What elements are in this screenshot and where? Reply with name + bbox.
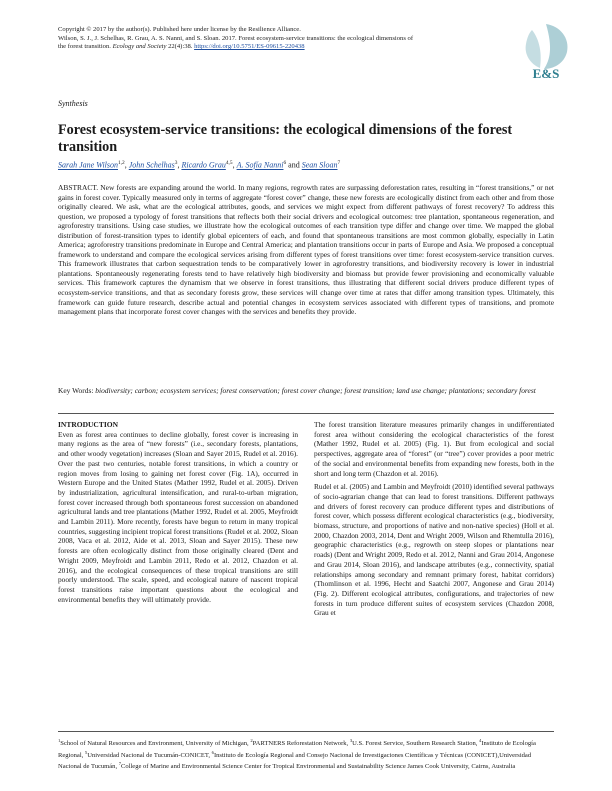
affiliation: Universidad Nacional de Tucumán-CONICET, (87, 751, 212, 759)
journal-logo (520, 20, 572, 82)
keywords (58, 386, 554, 396)
author-link[interactable]: A. Sofía Nanni (236, 160, 284, 170)
section-label: Synthesis (58, 99, 88, 108)
affiliation: U.S. Forest Service, Southern Research Station, (352, 740, 480, 748)
author-list: Sarah Jane Wilson$^{1,2}$, John Schelhas$^3$, Ricardo Grau$^{4,5}$, A. Sofía Nanni$^6$ and Sean Sloan$^7$ (58, 160, 341, 170)
keywords-label: Key Words: (58, 386, 94, 395)
citation-line: Wilson, S. J., J. Schelhas, R. Grau, A. S. Nanni, and S. Sloan. 2017. Forest ecosystem-service transitions: the ecological dimensions of (58, 34, 414, 42)
citation-title-end: the forest transition. (58, 43, 111, 51)
body-paragraph: Even as forest area continues to decline globally, forest cover is increasing in many regions as the area of “new forests” (i.e., secondary forests, plantations, and other woody vegetation) increases (Sloan and Sayer 2015, Rudel et al. 2016). Over the past two centuries, notable forest transitions, in which a country or region moves from losing to gaining net forest cover (Fig. 1A), occurred in Western Europe and the United States (Mather 1992, Rudel et al. 2005). Driven by industrialization, agricultural intensification, and rural-to-urban migration, forest cover increased through both spontaneous forest succession on abandoned agricultural lands and tree plantations (Mather 1992, Rudel et al. 2005, Meyfroidt and Lambin 2011). More recently, forests have begun to return in many tropical countries, suggesting incipient tropical forest transitions (Rudel et al. 2002, Sloan 2008, Vaca et al. 2012, Aide et al. 2013, Sloan and Sayer 2015). These new forests are often ecologically distinct from those originally cleared (Dent and Wright 2009, Meyfroidt and Lambin 2011, Redo et al. 2012, Chazdon et al. 2016), and the ecological consequences of these tropical transitions are still poorly understood. The scale, speed, and ecological nature of nascent tropical forest transitions raise important questions about the ecological and environmental benefits they will ultimately provide. (58, 429, 298, 604)
copyright-line: Copyright © 2017 by the author(s). Published here under license by the Resilience Alliance. (58, 26, 301, 33)
footnote-divider (58, 731, 554, 732)
affiliation: School of Natural Resources and Environment, University of Michigan, (60, 740, 251, 748)
citation-header (58, 26, 548, 52)
logo-text: E&S (532, 66, 560, 81)
affiliation: PARTNERS Reforestation Network, (252, 740, 350, 748)
body-paragraph: The forest transition literature measures primarily changes in undifferentiated forest area without considering the ecological characteristics of the forest (Mather 1992, Rudel et al. 2005) (Fig. 1). But from ecological and social perspectives, aggregate area of “forest” (or “tree”) cover provides a poor metric of the social and environmental benefits from expanding new forests, both in the short and long term (Chazdon et al. 2016). (314, 420, 554, 478)
author-affiliation: 1,2 (118, 160, 125, 166)
journal-volume: 22(4):38. (168, 43, 193, 51)
author-affiliation: 3 (174, 160, 178, 166)
keywords-list: biodiversity; carbon; ecosystem services; forest conservation; forest cover change; forest transition; land use change; plantations; secondary forest (95, 386, 536, 395)
abstract: ABSTRACT. New forests are expanding around the world. In many regions, regrowth rates are surpassing deforestation rates, resulting in “forest transitions,” or net gains in forest cover. Typically measured only in terms of aggregate “forest cover” change, these new forests are ecologically distinct from each other and from those originally cleared. We ask, what are the ecological attributes, goods, and services we might expect from different pathways of forest recovery? To address this question, we proposed a typology of forest transitions that reflects both their social drivers and ecological outcomes: tree plantation, spontaneous regeneration, and agroforestry transitions. Using case studies, we illustrate how the ecological outcomes of each transition type differ and change over time. We mapped the global distribution of forest-transition types to identify global epicenters of each, and found that spontaneous transitions are most common globally, especially in Latin America; agroforestry transitions predominate in Europe and Central America; and plantation transitions occur in parts of Europe and Asia. We proposed a conceptual framework to understand and compare the ecological services arising from different types of forest transitions over time: forest ecosystem-service transition curves. This framework illustrates that carbon sequestration tends to be comparatively lower in agroforestry transitions, and biodiversity recovery is lower in industrial plantations. Spontaneously regenerating forests tend to have relatively high biodiversity and biomass but provide fewer provisioning and economically valuable services. This framework captures the dynamism that we observe in forest transitions, thus illustrating that different social drivers produce different types of ecosystem-service transitions, and that as secondary forests grow, these services will change over time at rates that differ among transition types. Ultimately, this framework can guide future research, describe actual and potential changes in ecosystem services associated with different types of transitions, and promote management plans that incorporate forest cover changes with the services and benefits they provide. (58, 183, 554, 317)
author-link[interactable]: Ricardo Grau (181, 160, 226, 170)
body-column-left (58, 420, 298, 608)
doi-link[interactable]: https://doi.org/10.5751/ES-09615-220438 (194, 43, 305, 51)
journal-name: Ecology and Society (112, 43, 167, 51)
author-affiliation: 4,5 (225, 160, 233, 166)
author-link[interactable]: John Schelhas (128, 160, 175, 170)
author-affiliation: 6 (283, 160, 287, 166)
citation-line-2 (58, 43, 548, 52)
body-paragraph: Rudel et al. (2005) and Lambin and Meyfroidt (2010) identified several pathways of socio-agrarian change that can lead to forest transitions. Different pathways and drivers of forest recovery can produce different types and distributions of forest cover, which possess different ecological characteristics (e.g., biodiversity, biomass, structure, and proportions of native and non-native species) (Holl et al. 2000, Chazdon 2003, 2014, Dent and Wright 2009, Wilson and Rhemtulla 2016), geographic characteristics (e.g., regrowth on steep slopes or plantations near roads) (Dent and Wright 2009, Redo et al. 2012, Nanni and Grau 2014, Angonese and Grau 2014, Sloan 2016), and landscape attributes (e.g., connectivity, spatial relationships among secondary and remnant primary forest, habitat corridors) (Thomlinson et al. 1996, Hecht and Saatchi 2007, Angonese and Grau 2014) (Fig. 2). Different ecological attributes, configurations, and trajectories of new forests in turn produce different suites of ecosystem services (Chazdon 2008, Grau et (314, 482, 554, 618)
body-column-right (314, 420, 554, 622)
affiliation: Instituto de Ecología Regional and Consejo Nacional de Investigaciones Científicas y Técnicas (CONICET),Universidad Nacional de Tucumán, (58, 751, 532, 771)
affiliation-footnotes: $^1$School of Natural Resources and Environment, University of Michigan, $^2$PARTNERS Reforestation Network, $^3$U.S. Forest Service, Southern Research Station, $^4$Instituto de Ecología Regional, $^5$Universidad Nacional de Tucumán-CONICET, $^6$Instituto de Ecología Regional and Consejo Nacional de Investigaciones Científicas y Técnicas (CONICET),Universidad Nacional de Tucumán, $^7$College of Marine and Environmental Science Center for Tropical Environmental and Sustainability Science James Cook University, Cairns, Australia (58, 738, 536, 771)
leaf-icon (526, 24, 568, 69)
author-link[interactable]: Sean Sloan (301, 160, 338, 170)
affiliation: Instituto de Ecología Regional, (58, 740, 536, 759)
article-title: Forest ecosystem-service transitions: the ecological dimensions of the forest transition (58, 122, 513, 155)
author-affiliation: 7 (337, 160, 341, 166)
section-divider (58, 413, 554, 414)
section-heading: INTRODUCTION (58, 420, 119, 429)
affiliation: College of Marine and Environmental Science Center for Tropical Environmental and Sustainability Science James Cook University, Cairns, Australia (121, 763, 516, 771)
author-link[interactable]: Sarah Jane Wilson (58, 160, 118, 170)
